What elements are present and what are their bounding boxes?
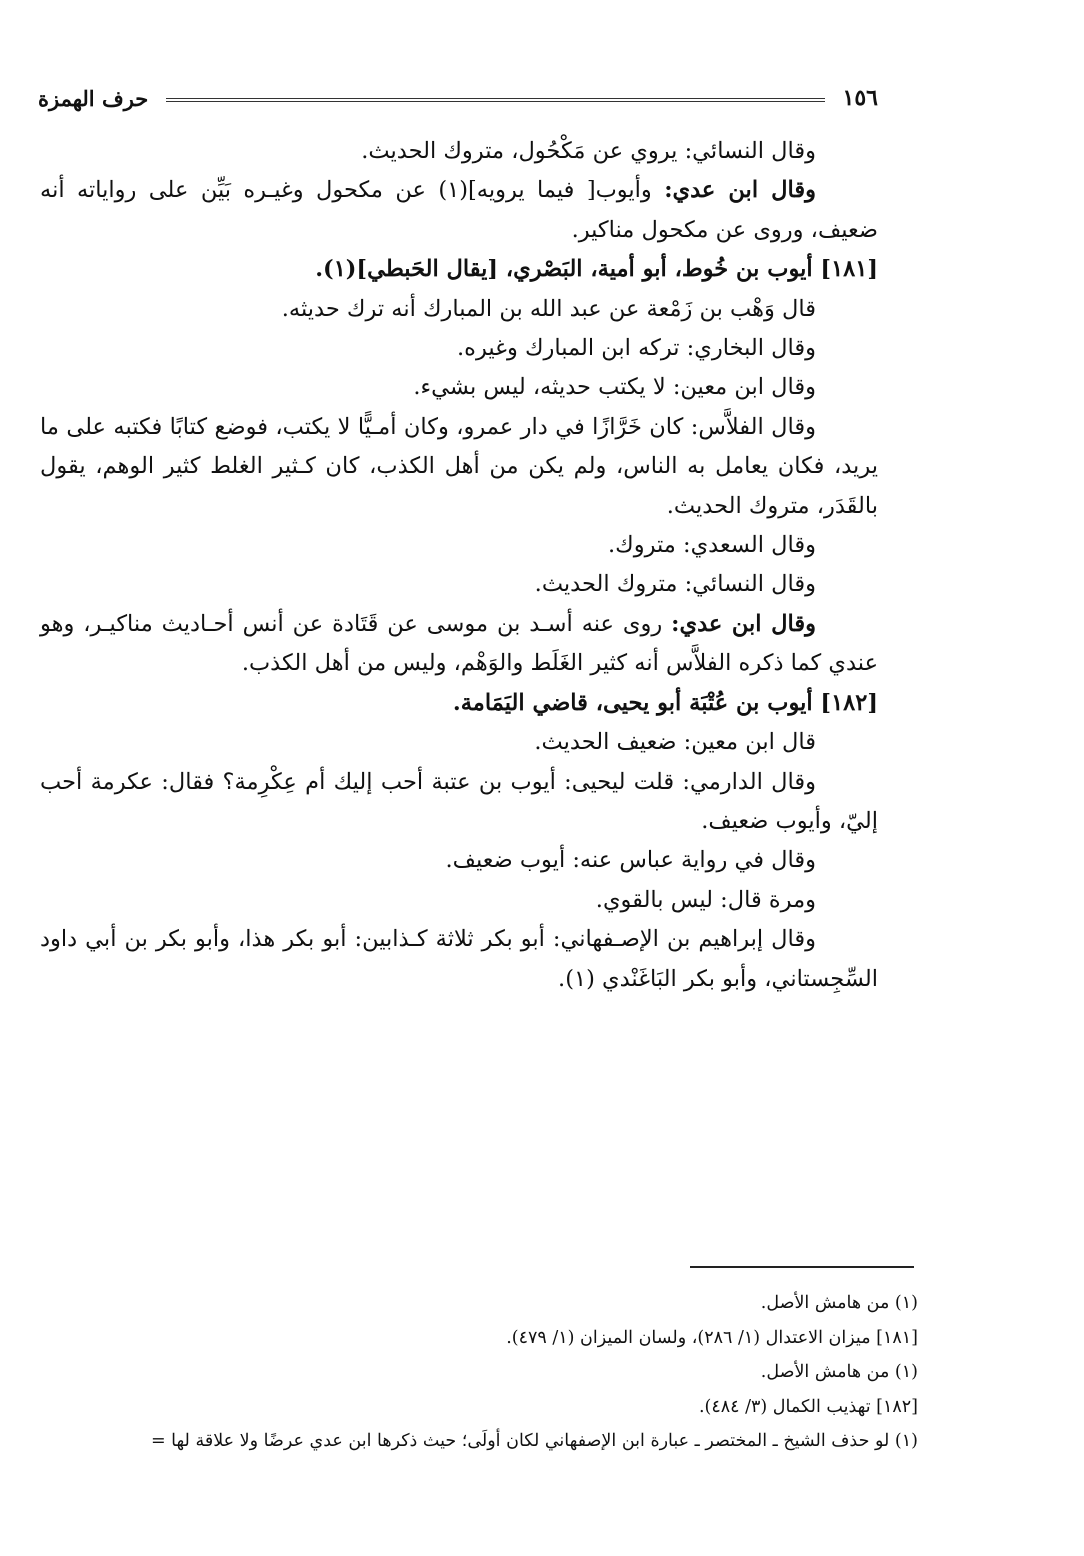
footnote: [١٨١] ميزان الاعتدال (١/ ٢٨٦)، ولسان الميزان (١/ ٤٧٩). — [506, 1327, 918, 1348]
footnote-separator — [690, 1266, 914, 1268]
main-text — [40, 132, 878, 999]
page-header — [38, 78, 878, 118]
paragraph-text: وأيوب[ فيما يرويه](١) عن مكحول وغيـره بَيِّن على رواياته أنه ضعيف، وروى عن مكحول مناكير. — [40, 177, 878, 243]
speaker-label: وقال ابن عدي: — [664, 177, 816, 204]
paragraph: وقال في رواية عباس عنه: أيوب ضعيف. — [445, 847, 816, 874]
chapter-title: حرف الهمزة — [38, 85, 149, 111]
paragraph: وقال البخاري: تركه ابن المبارك وغيره. — [457, 335, 816, 362]
paragraph — [40, 171, 878, 250]
paragraph: وقال الفلاَّس: كان خَرَّازًا في دار عمرو، وكان أمـيًّا لا يكتب، فوضع كتابًا فكتبه على ما يريد، فكان يعامل به الناس، ولم يكن من أهل الكذب، كان كـثير الغلط كثير الوهم، يقول بالقَدَر، متروك الحديث. — [40, 413, 878, 519]
paragraph: ومرة قال: ليس بالقوي. — [595, 886, 816, 913]
paragraph: وقال الدارمي: قلت ليحيى: أيوب بن عتبة أحب إليك أم عِكْرِمة؟ فقال: عكرمة أحب إليّ، وأيوب ضعيف. — [40, 768, 878, 834]
paragraph: وقال النسائي: يروي عن مَكْحُول، متروك الحديث. — [361, 138, 816, 164]
entry-heading-181: [١٨١] أيوب بن خُوط، أبو أمية، البَصْري، [يقال الحَبطي](١). — [315, 256, 878, 283]
footnote: (١) من هامش الأصل. — [760, 1362, 918, 1382]
paragraph: وقال السعدي: متروك. — [608, 532, 816, 559]
header-rule — [166, 98, 824, 102]
footnotes — [20, 1286, 918, 1459]
paragraph-text: روى عنه أسـد بن موسى عن قَتَادة عن أنس أحـاديث مناكيـر، وهو عندي كما ذكره الفلاَّس أنه كثير الغَلَط والوَهْم، وليس من أهل الكذب. — [40, 610, 878, 677]
paragraph: قال ابن معين: ضعيف الحديث. — [534, 729, 816, 756]
paragraph: وقال النسائي: متروك الحديث. — [534, 571, 816, 598]
paragraph: وقال إبراهيم بن الإصـفهاني: أبو بكر ثلاثة كـذابين: أبو بكر هذا، وأبو بكر بن أبي داود السِّجِستاني، وأبو بكر البَاغَنْدي (١). — [40, 926, 878, 992]
paragraph: وقال ابن معين: لا يكتب حديثه، ليس بشيء. — [413, 374, 816, 401]
paragraph — [40, 605, 878, 684]
entry-heading-182: [١٨٢] أيوب بن عُتْبَة أبو يحيى، قاضي اليَمَامة. — [452, 689, 878, 716]
footnote: [١٨٢] تهذيب الكمال (٣/ ٤٨٤). — [698, 1396, 918, 1417]
speaker-label: وقال ابن عدي: — [671, 610, 816, 637]
footnote: (١) من هامش الأصل. — [760, 1293, 918, 1313]
page-number: ١٥٦ — [842, 85, 878, 111]
footnote: (١) لو حذف الشيخ ـ المختصر ـ عبارة ابن الإصفهاني لكان أولَى؛ حيث ذكرها ابن عدي عرضًا ولا علاقة لها = — [150, 1431, 918, 1451]
paragraph: قال وَهْب بن زَمْعة عن عبد الله بن المبارك أنه ترك حديثه. — [281, 295, 816, 322]
